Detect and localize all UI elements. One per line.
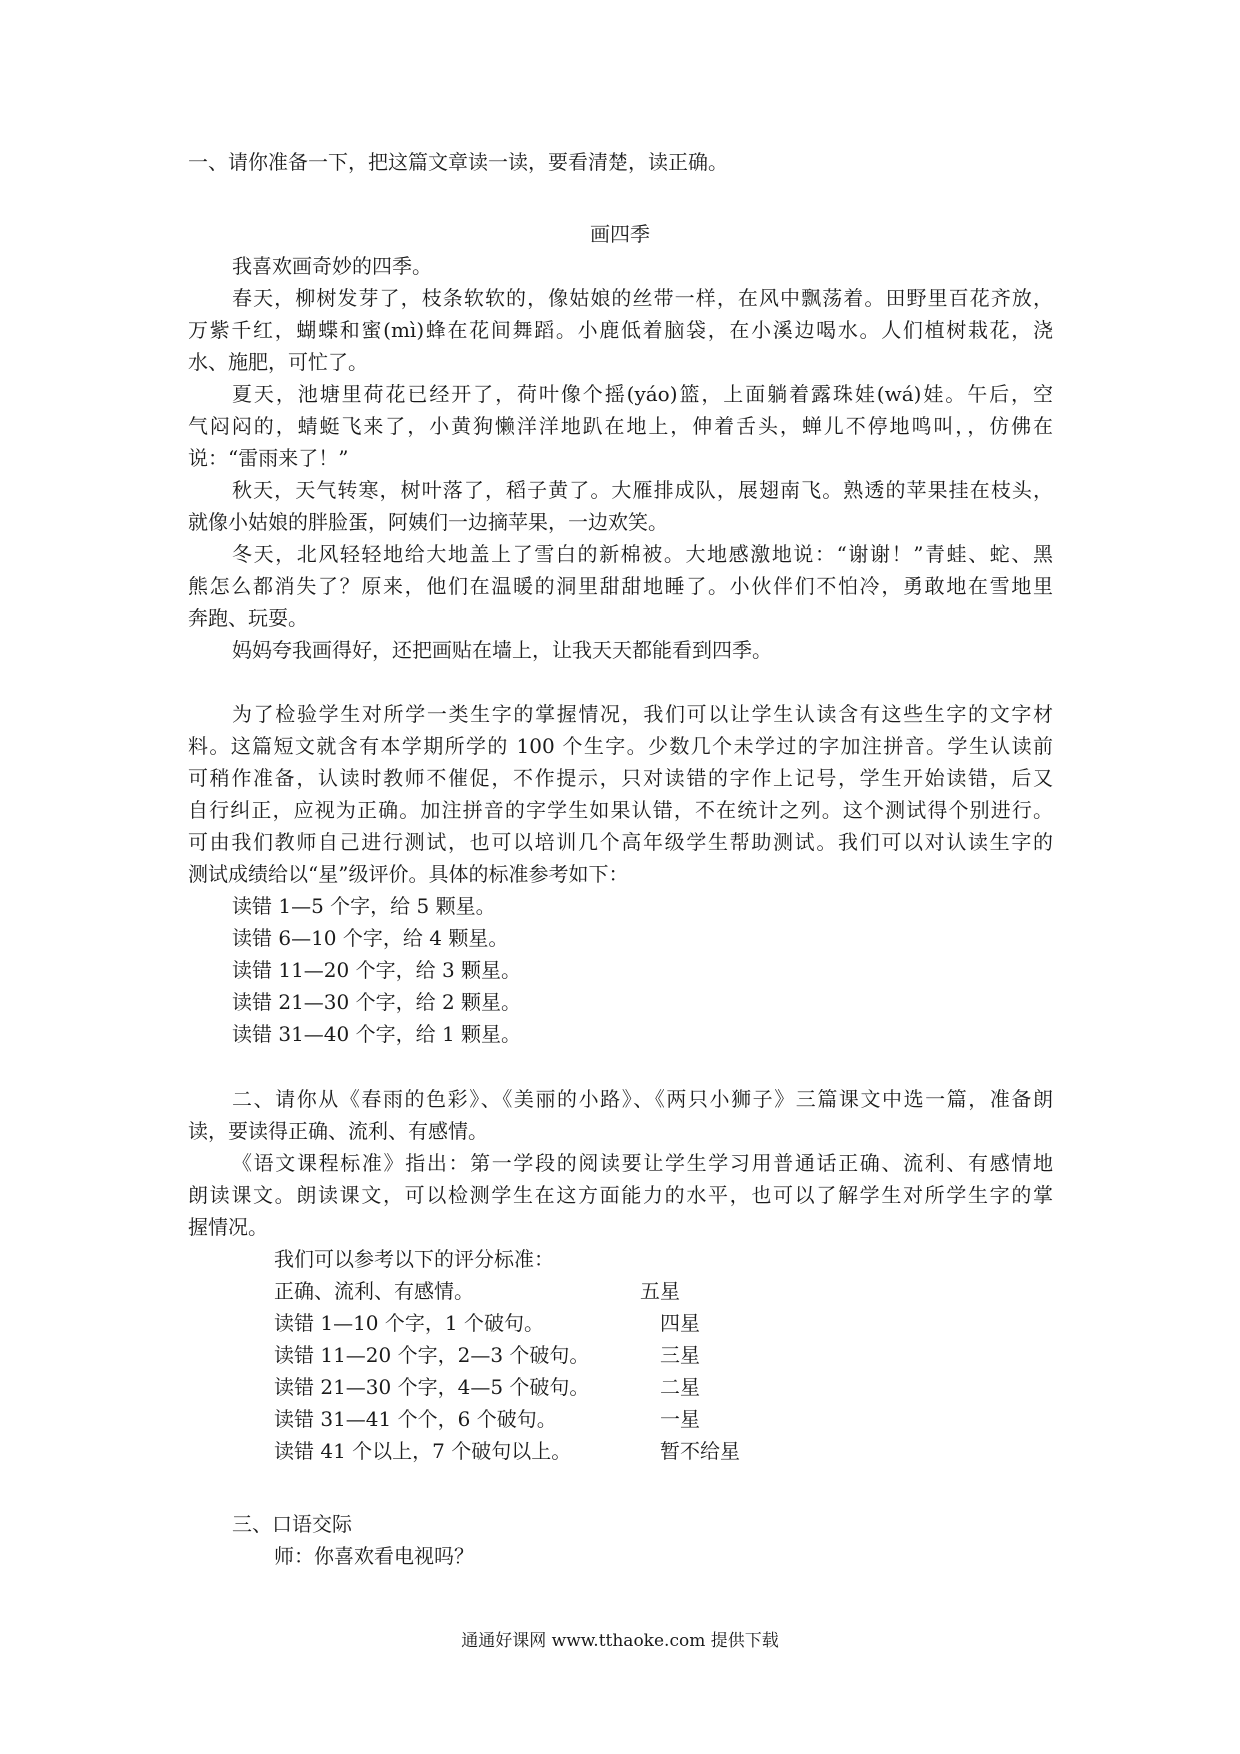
criteria-item: 读错 11—20 个字，给 3 颗星。 [232, 958, 522, 982]
scoring-condition: 读错 31—41 个个，6 个破句。 [274, 1407, 557, 1431]
scoring-stars: 二星 [660, 1375, 700, 1399]
paragraph-line: 春天，柳树发芽了，枝条软软的，像姑娘的丝带一样，在风中飘荡着。田野里百花齐放， [232, 286, 1053, 310]
criteria-item: 读错 21—30 个字，给 2 颗星。 [232, 990, 522, 1014]
section2-note: 朗读课文。朗读课文，可以检测学生在这方面能力的水平，也可以了解学生对所学生字的掌 [188, 1183, 1053, 1207]
paragraph-line: 奔跑、玩耍。 [188, 606, 308, 630]
scoring-stars: 一星 [660, 1407, 700, 1431]
scoring-stars: 暂不给星 [660, 1439, 740, 1463]
scoring-stars: 四星 [660, 1311, 700, 1335]
scoring-condition: 读错 21—30 个字，4—5 个破句。 [274, 1375, 590, 1399]
section3-dialogue: 师：你喜欢看电视吗？ [274, 1544, 474, 1568]
paragraph-line: 就像小姑娘的胖脸蛋，阿姨们一边摘苹果，一边欢笑。 [188, 510, 668, 534]
paragraph-line: 万紫千红，蝴蝶和蜜(mì)蜂在花间舞蹈。小鹿低着脑袋，在小溪边喝水。人们植树栽花，浇 [188, 318, 1053, 342]
paragraph-line: 冬天，北风轻轻地给大地盖上了雪白的新棉被。大地感激地说：“谢谢！”青蛙、蛇、黑 [232, 542, 1053, 566]
section3-heading: 三、口语交际 [232, 1512, 352, 1536]
criteria-item: 读错 1—5 个字，给 5 颗星。 [232, 894, 496, 918]
section2-note: 《语文课程标准》指出：第一学段的阅读要让学生学习用普通话正确、流利、有感情地 [232, 1151, 1053, 1175]
criteria-item: 读错 6—10 个字，给 4 颗星。 [232, 926, 509, 950]
section2-instruction: 读，要读得正确、流利、有感情。 [188, 1119, 488, 1143]
paragraph-line: 气闷闷的，蜻蜓飞来了，小黄狗懒洋洋地趴在地上，伸着舌头，蝉儿不停地鸣叫，，仿佛在 [188, 414, 1053, 438]
scoring-condition: 读错 1—10 个字，1 个破句。 [274, 1311, 544, 1335]
scoring-stars: 五星 [640, 1279, 680, 1303]
note-line: 可由我们教师自己进行测试，也可以培训几个高年级学生帮助测试。我们可以对认读生字的 [188, 830, 1053, 854]
paragraph-line: 水、施肥，可忙了。 [188, 350, 368, 374]
note-line: 料。这篇短文就含有本学期所学的 100 个生字。少数几个未学过的字加注拼音。学生认读前 [188, 734, 1053, 758]
scoring-condition: 正确、流利、有感情。 [274, 1279, 474, 1303]
note-line: 测试成绩给以“星”级评价。具体的标准参考如下： [188, 862, 629, 886]
section2-instruction: 二、请你从《春雨的色彩》、《美丽的小路》、《两只小狮子》三篇课文中选一篇，准备朗 [232, 1087, 1053, 1111]
paragraph-line: 夏天，池塘里荷花已经开了，荷叶像个摇(yáo)篮，上面躺着露珠娃(wá)娃。午后，空 [232, 382, 1053, 406]
section2-note: 握情况。 [188, 1215, 268, 1239]
paragraph-line: 熊怎么都消失了？原来，他们在温暖的洞里甜甜地睡了。小伙伴们不怕冷，勇敢地在雪地里 [188, 574, 1053, 598]
scoring-intro: 我们可以参考以下的评分标准： [274, 1247, 554, 1271]
scoring-condition: 读错 11—20 个字，2—3 个破句。 [274, 1343, 590, 1367]
note-line: 为了检验学生对所学一类生字的掌握情况，我们可以让学生认读含有这些生字的文字材 [232, 702, 1053, 726]
paragraph-line: 秋天，天气转寒，树叶落了，稻子黄了。大雁排成队，展翅南飞。熟透的苹果挂在枝头， [232, 478, 1053, 502]
criteria-item: 读错 31—40 个字，给 1 颗星。 [232, 1022, 522, 1046]
paragraph-line: 我喜欢画奇妙的四季。 [232, 254, 432, 278]
note-line: 可稍作准备，认读时教师不催促，不作提示，只对读错的字作上记号，学生开始读错，后又 [188, 766, 1053, 790]
scoring-stars: 三星 [660, 1343, 700, 1367]
note-line: 自行纠正，应视为正确。加注拼音的字学生如果认错，不在统计之列。这个测试得个别进行。 [188, 798, 1053, 822]
paragraph-line: 妈妈夸我画得好，还把画贴在墙上，让我天天都能看到四季。 [232, 638, 772, 662]
scoring-condition: 读错 41 个以上，7 个破句以上。 [274, 1439, 572, 1463]
page-footer: 通通好课网 www.tthaoke.com 提供下载 [461, 1631, 779, 1651]
section1-instruction: 一、请你准备一下，把这篇文章读一读，要看清楚，读正确。 [188, 150, 728, 174]
paragraph-line: 说：“雷雨来了！” [188, 446, 349, 470]
article-title: 画四季 [590, 222, 650, 246]
